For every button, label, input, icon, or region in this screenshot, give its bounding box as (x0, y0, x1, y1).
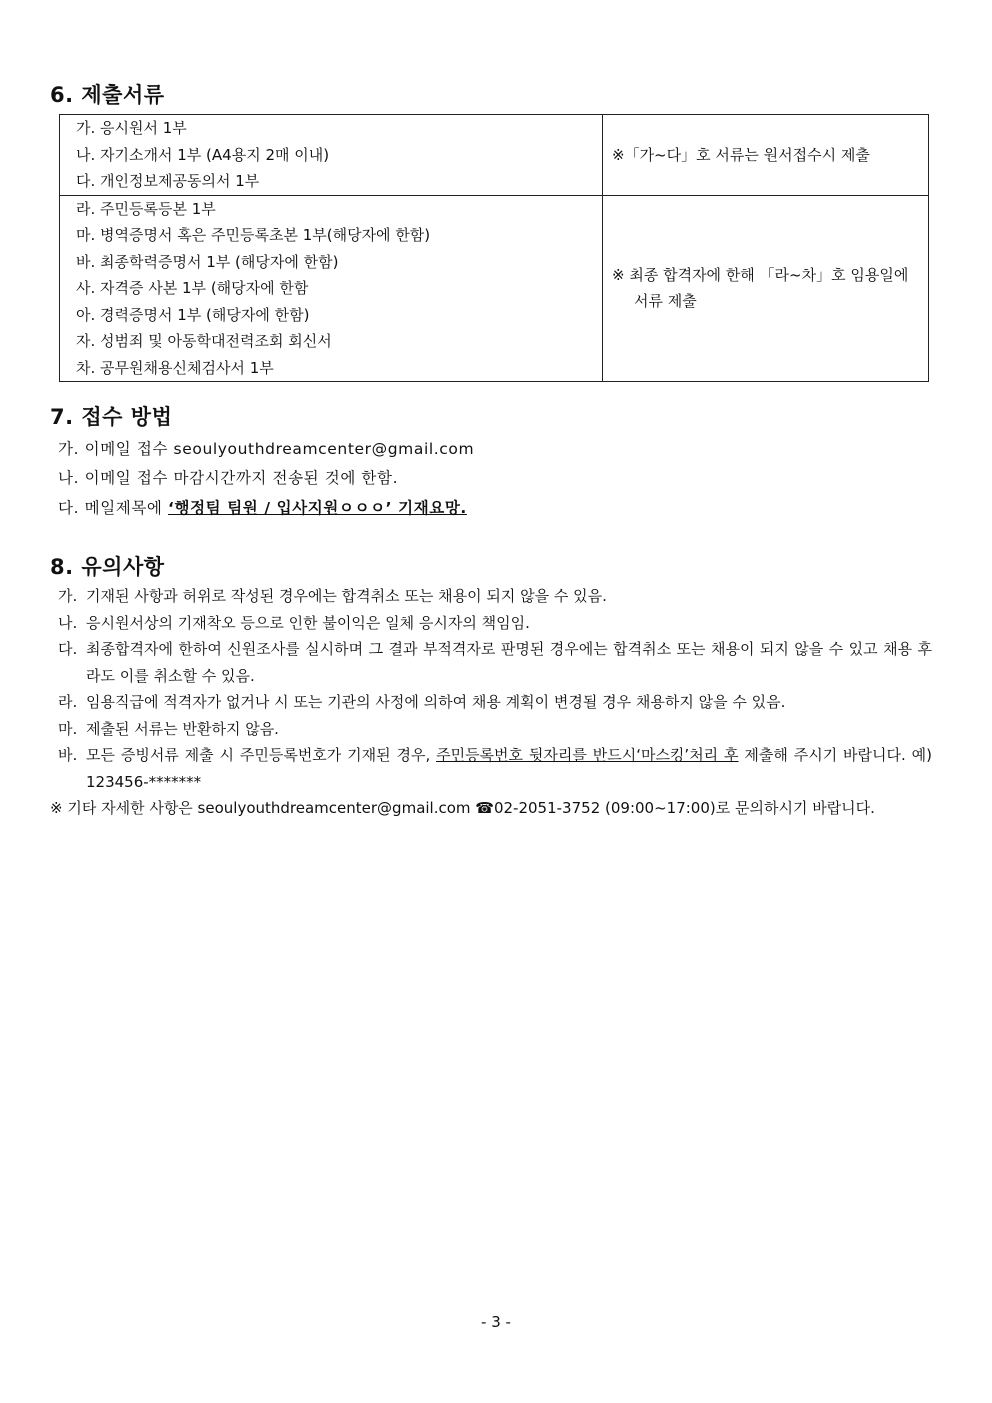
documents-table (59, 114, 929, 382)
documents-group-2 (60, 195, 603, 382)
list-item: 라. 주민등록등본 1부 (76, 199, 216, 218)
documents-group-1 (60, 115, 603, 196)
item-text (86, 742, 932, 795)
subject-prefix: 다. 메일제목에 (58, 499, 169, 517)
documents-group-1-note: ※「가~다」호 서류는 원서접수시 제출 (603, 115, 929, 196)
list-item: 가. 응시원서 1부 (76, 119, 187, 137)
list-item: 아. 경력증명서 1부 (해당자에 한함) (76, 305, 310, 324)
note-line: ※ 최종 합격자에 한해 「라~차」호 임용일에 (612, 266, 909, 285)
list-item (58, 716, 932, 743)
section-6-title: 6. 제출서류 (50, 83, 165, 107)
list-item (58, 583, 932, 610)
list-item: 자. 성범죄 및 아동학대전력조회 회신서 (76, 332, 332, 350)
item-label: 라. (58, 693, 78, 711)
list-item: 나. 자기소개서 1부 (A4용지 2매 이내) (76, 145, 330, 164)
list-item: 다. 개인정보제공동의서 1부 (76, 172, 260, 190)
section-7-title: 7. 접수 방법 (50, 405, 173, 429)
item-label: 나. (58, 613, 78, 632)
subject-format: ‘행정팀 팀원 / 입사지원ㅇㅇㅇ’ 기재요망. (168, 499, 467, 517)
submission-line-deadline: 나. 이메일 접수 마감시간까지 전송된 것에 한함. (58, 469, 399, 487)
submission-line-subject (58, 496, 467, 518)
item-text: 응시원서상의 기재착오 등으로 인한 불이익은 일체 응시자의 책임임. (86, 613, 530, 632)
contact-note: ※ 기타 자세한 사항은 seoulyouthdreamcenter@gmail.com ☎02-2051-3752 (09:00~17:00)로 문의하시기 바랍니다. (50, 799, 875, 817)
list-item: 마. 병역증명서 혹은 주민등록초본 1부(해당자에 한함) (76, 226, 431, 244)
item-text: 제출된 서류는 반환하지 않음. (86, 719, 279, 738)
list-item: 바. 최종학력증명서 1부 (해당자에 한함) (76, 252, 339, 271)
list-item (58, 689, 932, 716)
list-item (58, 636, 932, 689)
table-row (60, 115, 929, 196)
page-number: - 3 - (481, 1313, 511, 1331)
documents-group-2-note (603, 195, 929, 382)
notice-list (58, 583, 932, 795)
item-label: 마. (58, 719, 78, 738)
text-segment: 모든 증빙서류 제출 시 주민등록번호가 기재된 경우, (86, 746, 437, 764)
item-label: 가. (58, 587, 78, 605)
note-line: 서류 제출 (634, 292, 697, 311)
list-item (58, 742, 932, 795)
table-row (60, 195, 929, 382)
item-text: 임용직급에 적격자가 없거나 시 또는 기관의 사정에 의하여 채용 계획이 변경될 경우 채용하지 않을 수 있음. (86, 693, 786, 711)
list-item: 차. 공무원채용신체검사서 1부 (76, 358, 274, 377)
list-item: 사. 자격증 사본 1부 (해당자에 한함 (76, 279, 309, 297)
text-segment: 제출해 주시기 바랍니다. 예) 123456-******* (86, 746, 932, 791)
submission-line-email: 가. 이메일 접수 seoulyouthdreamcenter@gmail.com (58, 440, 475, 458)
item-text: 기재된 사항과 허위로 작성된 경우에는 합격취소 또는 채용이 되지 않을 수 있음. (86, 587, 607, 605)
item-label: 바. (58, 746, 78, 764)
list-item (58, 610, 932, 637)
item-text: 최종합격자에 한하여 신원조사를 실시하며 그 결과 부적격자로 판명된 경우에는 합격취소 또는 채용이 되지 않을 수 있고 채용 후라도 이를 취소할 수 있음. (86, 640, 932, 685)
masking-instruction: 주민등록번호 뒷자리를 반드시‘마스킹’처리 후 (436, 746, 739, 764)
item-label: 다. (58, 640, 78, 658)
section-8-title: 8. 유의사항 (50, 555, 165, 579)
